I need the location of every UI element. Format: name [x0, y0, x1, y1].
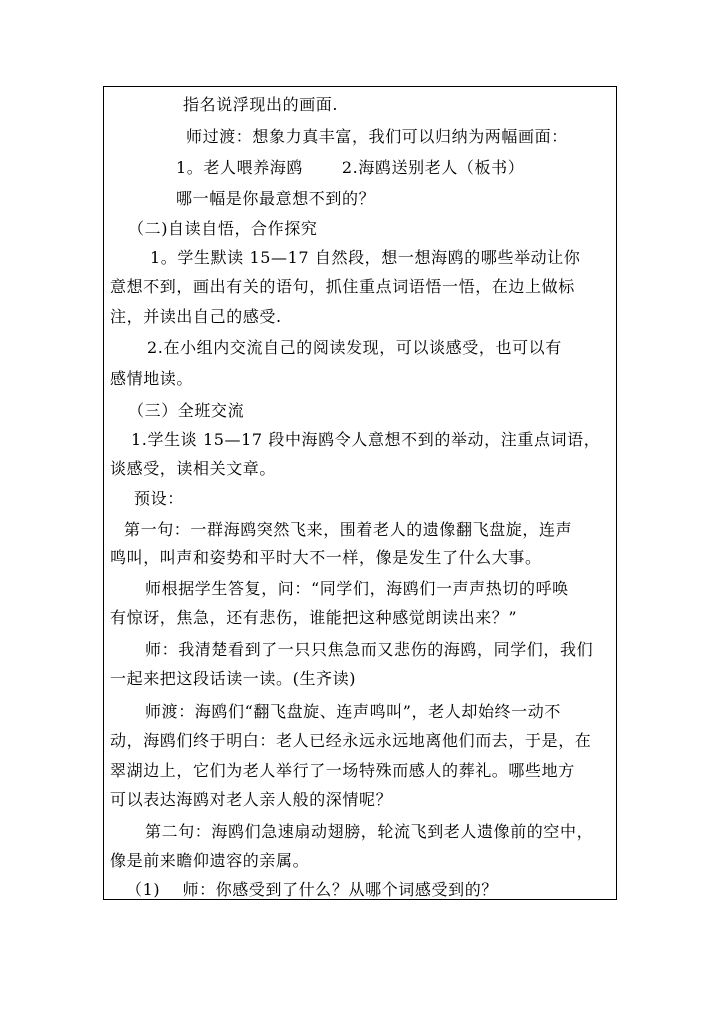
- text-line: 1。老人喂养海鸥 2.海鸥送别老人（板书）: [176, 158, 525, 177]
- text-line: 动，海鸥们终于明白：老人已经永远永远地离他们而去，于是，在: [110, 731, 592, 750]
- text-line: 1。学生默读 15—17 自然段，想一想海鸥的哪些举动让你: [150, 248, 581, 267]
- text-line: 指名说浮现出的画面.: [183, 95, 339, 114]
- text-line: 谈感受，读相关文章。: [110, 459, 277, 478]
- text-line: 翠湖边上，它们为老人举行了一场特殊而感人的葬礼。哪些地方: [110, 761, 575, 780]
- text-line: 意想不到，画出有关的语句，抓住重点词语悟一悟，在边上做标: [110, 277, 575, 296]
- text-line: 哪一幅是你最意想不到的？: [176, 189, 376, 208]
- text-line: 师过渡：想象力真丰富，我们可以归纳为两幅画面：: [186, 127, 568, 146]
- text-line: （1) 师：你感受到了什么？从哪个词感受到的？: [126, 880, 498, 899]
- section-heading: （三）全班交流: [128, 401, 245, 420]
- text-line: 师根据学生答复，问：“同学们，海鸥们一声声热切的呼唤: [145, 579, 569, 598]
- text-line: 注，并读出自己的感受.: [110, 307, 282, 326]
- text-line: 像是前来瞻仰遗容的亲属。: [110, 851, 310, 870]
- text-line: 感情地读。: [110, 369, 194, 388]
- text-line: 1.学生谈 15—17 段中海鸥令人意想不到的举动，注重点词语，: [131, 430, 601, 449]
- text-line: 2.在小组内交流自己的阅读发现，可以谈感受，也可以有: [147, 338, 562, 357]
- text-line: 师渡：海鸥们“翻飞盘旋、连声鸣叫”，老人却始终一动不: [145, 702, 561, 721]
- text-line: 预设：: [134, 489, 184, 508]
- text-line: 第一句：一群海鸥突然飞来，围着老人的遗像翻飞盘旋，连声: [124, 520, 573, 539]
- text-line: 有惊讶，焦急，还有悲伤，谁能把这种感觉朗读出来？”: [110, 608, 518, 627]
- text-line: 可以表达海鸥对老人亲人般的深情呢？: [110, 790, 393, 809]
- text-line: 第二句：海鸥们急速扇动翅膀，轮流飞到老人遗像前的空中，: [145, 822, 594, 841]
- text-line: 一起来把这段话读一读。(生齐读): [110, 669, 357, 688]
- section-heading: （二)自读自悟，合作探究: [128, 219, 318, 238]
- text-line: 鸣叫，叫声和姿势和平时大不一样，像是发生了什么大事。: [110, 548, 542, 567]
- text-line: 师：我清楚看到了一只只焦急而又悲伤的海鸥，同学们，我们: [145, 640, 594, 659]
